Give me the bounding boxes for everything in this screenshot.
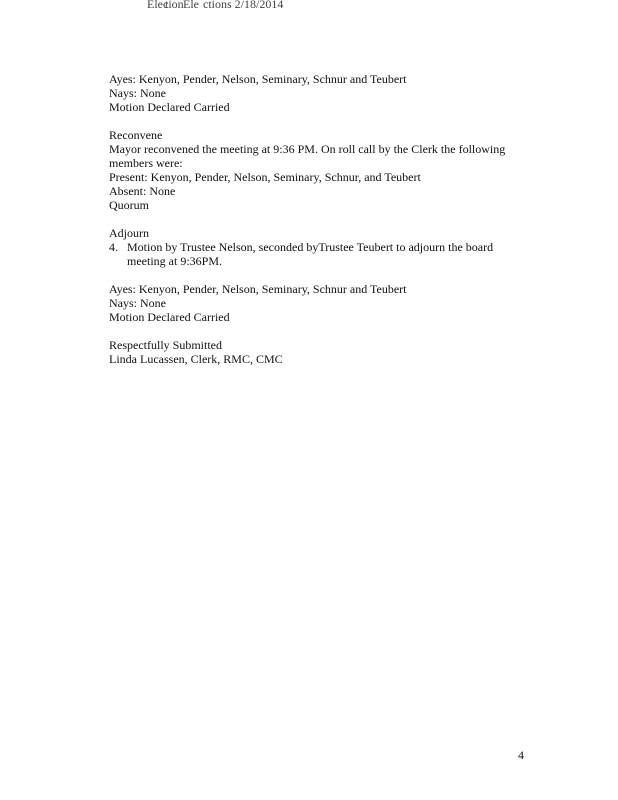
vote2-nays: Nays: None [109,296,166,310]
spacer [109,114,519,128]
adjourn-motion-text: Motion by Trustee Nelson, seconded byTrustee Teubert to adjourn the board meeting at 9:36PM. [127,240,494,268]
header-fragment-4: ctions 2/18/2014 [203,0,284,11]
vote2-result: Motion Declared Carried [109,310,230,324]
adjourn-heading: Adjourn [109,226,149,240]
adjourn-motion-item [109,240,519,268]
vote1-result: Motion Declared Carried [109,100,230,114]
minutes-body [109,72,519,366]
reconvene-text: Mayor reconvened the meeting at 9:36 PM. On roll call by the Clerk the following members were: [109,142,506,170]
spacer [109,268,519,282]
signature-closing: Respectfully Submitted [109,338,222,352]
roll-call-absent: Absent: None [109,184,176,198]
item-number: 4. [109,240,118,254]
vote2-ayes: Ayes: Kenyon, Pender, Nelson, Seminary, Schnur and Teubert [109,282,407,296]
roll-call-present: Present: Kenyon, Pender, Nelson, Seminary, Schnur, and Teubert [109,170,421,184]
signature-name: Linda Lucassen, Clerk, RMC, CMC [109,352,283,366]
reconvene-heading: Reconvene [109,128,163,142]
page-header [147,0,347,11]
vote1-nays: Nays: None [109,86,166,100]
header-fragment-3: Ele [183,0,199,11]
page-number: 4 [518,748,524,762]
header-fragment-1: Elec [147,0,169,11]
spacer [109,324,519,338]
spacer [109,212,519,226]
header-fragment-2: tion [165,0,184,11]
vote1-ayes: Ayes: Kenyon, Pender, Nelson, Seminary, Schnur and Teubert [109,72,407,86]
quorum-label: Quorum [109,198,149,212]
